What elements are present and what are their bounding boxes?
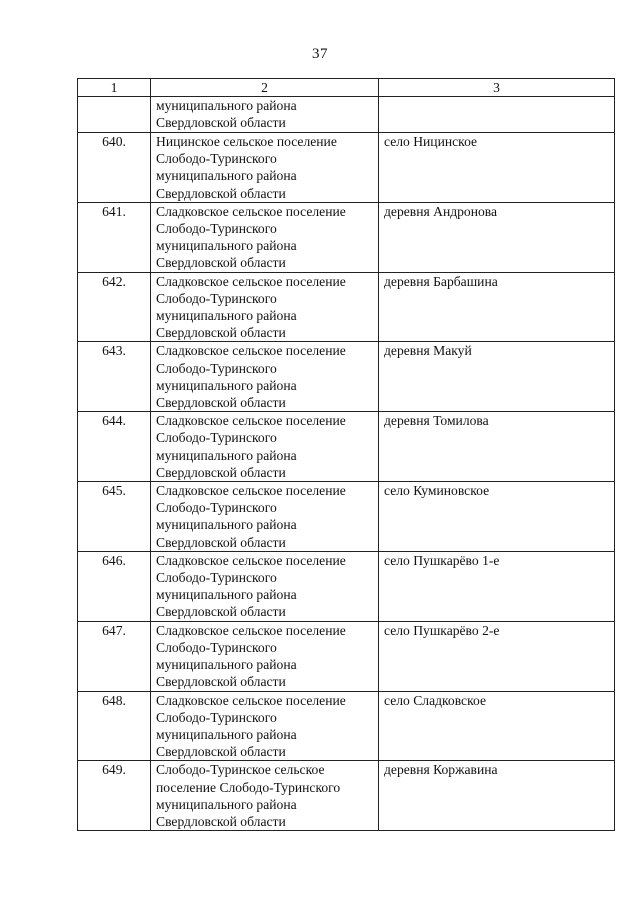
municipality-name-line: Сладковское сельское поселение — [156, 692, 346, 708]
column-header-number: 1 — [78, 79, 151, 97]
row-number: 645. — [78, 482, 151, 552]
table-row — [78, 202, 615, 272]
settlement-name: деревня Андронова — [379, 202, 615, 272]
row-number: 647. — [78, 621, 151, 691]
municipality-name-line: муниципального района — [156, 308, 297, 324]
table-row — [78, 272, 615, 342]
settlement-name: деревня Макуй — [379, 342, 615, 412]
row-number: 643. — [78, 342, 151, 412]
row-number: 648. — [78, 691, 151, 761]
municipality-name-line: муниципального района — [156, 726, 297, 742]
municipality-name-line: муниципального района — [156, 796, 297, 812]
settlement-name: село Пушкарёво 2-е — [379, 621, 615, 691]
municipality-name-line: муниципального района — [156, 587, 297, 603]
municipality-name — [151, 412, 379, 482]
settlement-name: село Сладковское — [379, 691, 615, 761]
settlement-name: деревня Коржавина — [379, 761, 615, 831]
column-header-municipality: 2 — [151, 79, 379, 97]
municipality-name-line: Слободо-Туринского — [156, 639, 277, 655]
municipality-name-line: Сладковское сельское поселение — [156, 343, 346, 359]
table-row-continuation — [78, 97, 615, 133]
municipality-name-line: Слободо-Туринского — [156, 360, 277, 376]
municipality-name-line: муниципального района — [156, 447, 297, 463]
municipality-name — [151, 133, 379, 203]
municipality-name — [151, 97, 379, 133]
table-row — [78, 621, 615, 691]
municipality-name-line: Ницинское сельское поселение — [156, 134, 337, 149]
municipality-name-line: Свердловской области — [156, 115, 286, 131]
municipality-name — [151, 482, 379, 552]
municipality-name-line: Свердловской области — [156, 813, 286, 829]
municipality-name — [151, 761, 379, 831]
municipality-name-line: Свердловской области — [156, 255, 286, 271]
municipality-name-line: Свердловской области — [156, 744, 286, 760]
municipality-name-line: муниципального района — [156, 377, 297, 393]
municipality-name-line: Свердловской области — [156, 325, 286, 341]
table-row — [78, 412, 615, 482]
municipality-name-line: Сладковское сельское поселение — [156, 622, 346, 638]
row-number — [78, 97, 151, 133]
row-number: 641. — [78, 202, 151, 272]
settlement-name: деревня Томилова — [379, 412, 615, 482]
municipality-name-line: Свердловской области — [156, 185, 286, 201]
municipality-name-line: Слободо-Туринское сельское — [156, 762, 325, 778]
municipality-name-line: Слободо-Туринского — [156, 151, 277, 167]
municipality-name-line: Сладковское сельское поселение — [156, 413, 346, 429]
municipality-name-line: муниципального района — [156, 657, 297, 673]
municipality-name — [151, 272, 379, 342]
municipality-name-line: поселение Слободо-Туринского — [156, 779, 341, 795]
table-row — [78, 691, 615, 761]
municipality-name-line: Слободо-Туринского — [156, 221, 277, 237]
row-number: 640. — [78, 133, 151, 203]
table-row — [78, 761, 615, 831]
municipality-name-line: муниципального района — [156, 238, 297, 254]
municipality-name-line: Слободо-Туринского — [156, 290, 277, 306]
municipality-name — [151, 691, 379, 761]
municipality-name-line: Слободо-Туринского — [156, 709, 277, 725]
column-header-settlement: 3 — [379, 79, 615, 97]
municipality-name — [151, 342, 379, 412]
municipality-name-line: муниципального района — [156, 517, 297, 533]
table-row — [78, 482, 615, 552]
settlements-table — [77, 78, 615, 831]
municipality-name-line: Слободо-Туринского — [156, 500, 277, 516]
settlement-name: село Пушкарёво 1-е — [379, 551, 615, 621]
municipality-name-line: Свердловской области — [156, 395, 286, 411]
municipality-name-line: Свердловской области — [156, 674, 286, 690]
municipality-name-line: Свердловской области — [156, 464, 286, 480]
municipality-name-line: муниципального района — [156, 98, 297, 113]
municipality-name — [151, 202, 379, 272]
table-row — [78, 551, 615, 621]
municipality-name-line: муниципального района — [156, 168, 297, 184]
page-number: 37 — [312, 46, 328, 62]
table-row — [78, 342, 615, 412]
municipality-name-line: Сладковское сельское поселение — [156, 203, 346, 219]
municipality-name-line: Свердловской области — [156, 534, 286, 550]
table-row — [78, 133, 615, 203]
municipality-name-line: Сладковское сельское поселение — [156, 552, 346, 568]
settlement-name — [379, 97, 615, 133]
municipality-name-line: Слободо-Туринского — [156, 570, 277, 586]
row-number: 644. — [78, 412, 151, 482]
municipality-name — [151, 621, 379, 691]
settlement-name: деревня Барбашина — [379, 272, 615, 342]
municipality-name-line: Сладковское сельское поселение — [156, 273, 346, 289]
municipality-name-line: Слободо-Туринского — [156, 430, 277, 446]
table-body — [78, 97, 615, 831]
settlement-name: село Ницинское — [379, 133, 615, 203]
row-number: 649. — [78, 761, 151, 831]
row-number: 646. — [78, 551, 151, 621]
municipality-name-line: Свердловской области — [156, 604, 286, 620]
table-header-row — [78, 79, 615, 97]
row-number: 642. — [78, 272, 151, 342]
settlement-name: село Куминовское — [379, 482, 615, 552]
municipality-name-line: Сладковское сельское поселение — [156, 483, 346, 499]
municipality-name — [151, 551, 379, 621]
